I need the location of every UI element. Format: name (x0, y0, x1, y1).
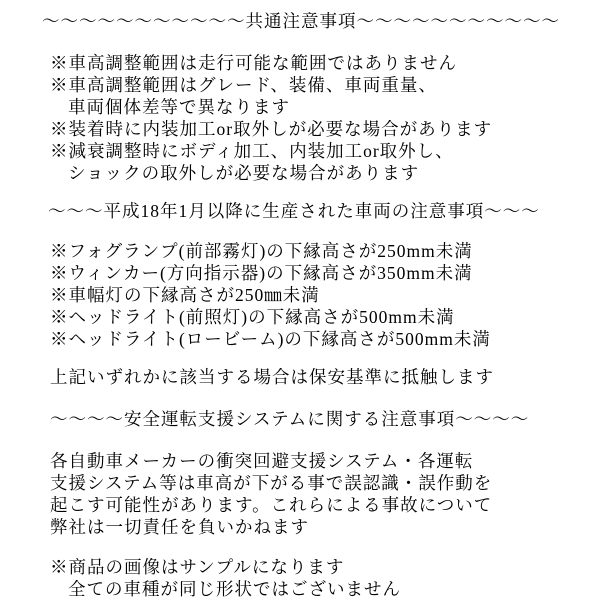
heisei18-vehicles-header: ～～～平成18年1月以降に生産された車両の注意事項～～～ (48, 201, 540, 221)
common-notes-section (0, 52, 600, 184)
driver-assist-header: ～～～～安全運転支援システムに関する注意事項～～～～ (50, 409, 530, 429)
notice-line-continuation: 車両個体差等で異なります (68, 97, 290, 117)
driver-assist-section (0, 450, 600, 538)
notice-line: ※ヘッドライト(前照灯)の下縁高さが500mm未満 (50, 307, 455, 327)
notice-line: ※ウィンカー(方向指示器)の下縁高さが350mm未満 (50, 263, 473, 283)
notice-line: 弊社は一切責任を負いかねます (50, 517, 309, 537)
notice-line: ※ヘッドライト(ロービーム)の下縁高さが500mm未満 (50, 329, 491, 349)
notice-line-continuation: ショックの取外しが必要な場合があります (68, 163, 420, 183)
notice-line: ※車高調整範囲は走行可能な範囲ではありません (50, 53, 457, 73)
notice-line: 起こす可能性があります。これらによる事故について (50, 495, 493, 515)
common-notes-header: ～～～～～～～～～～～共通注意事項～～～～～～～～～～～ (42, 11, 560, 31)
notice-line: 支援システム等は車高が下がる事で誤認識・誤作動を (50, 473, 493, 493)
heisei18-vehicles-section (0, 240, 600, 350)
safety-standard-conclusion: 上記いずれかに該当する場合は保安基準に抵触します (50, 367, 494, 387)
notice-line: ※車高調整範囲はグレード、装備、車両重量、 (50, 75, 437, 95)
notice-line: ※商品の画像はサンプルになります (50, 557, 345, 577)
notice-line: ※車幅灯の下縁高さが250㎜未満 (50, 285, 320, 305)
notice-line: ※フォグランプ(前部霧灯)の下縁高さが250mm未満 (50, 241, 473, 261)
notice-line: 各自動車メーカーの衝突回避支援システム・各運転 (50, 451, 474, 471)
notice-line: ※減衰調整時にボディ加工、内装加工or取外し、 (50, 141, 454, 161)
notice-line: ※装着時に内装加工or取外しが必要な場合があります (50, 119, 493, 139)
product-image-note-section (0, 556, 600, 600)
notice-line-continuation: 全ての車種が同じ形状ではございません (68, 579, 401, 599)
